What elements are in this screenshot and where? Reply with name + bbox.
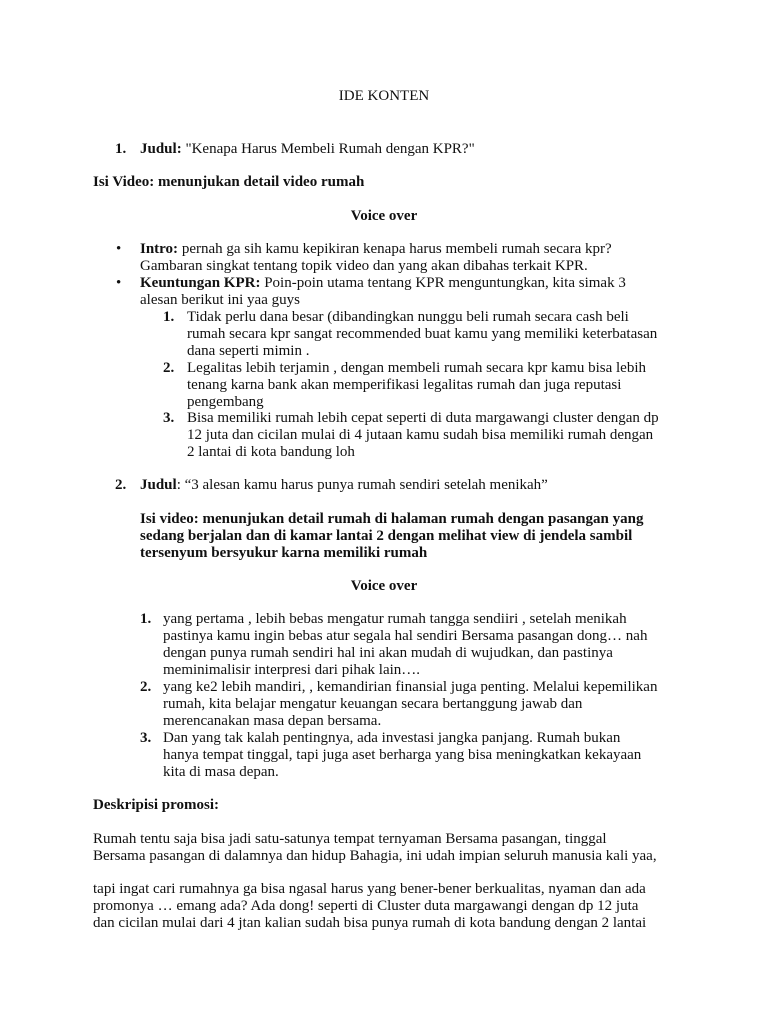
vo-item-3-line: Dan yang tak kalah pentingnya, ada investasi jangka panjang. Rumah bukan bbox=[163, 730, 621, 746]
vo-item-1-line: pastinya kamu ingin bebas atur segala hal sendiri Bersama pasangan dong… nah bbox=[163, 628, 648, 644]
promo-heading: Deskripisi promosi: bbox=[93, 797, 219, 813]
section1-isi-video: Isi Video: menunjukan detail video rumah bbox=[93, 174, 365, 190]
vo-item-1-line: yang pertama , lebih bebas mengatur rumah tangga sendiiri , setelah menikah bbox=[163, 611, 627, 627]
section2-judul-text: : “3 alesan kamu harus punya rumah sendiri setelah menikah” bbox=[176, 477, 548, 493]
subitem-3-line: 2 lantai di kota bandung loh bbox=[187, 444, 355, 460]
vo-item-3-line: kita di masa depan. bbox=[163, 764, 279, 780]
vo-item-2-number: 2. bbox=[140, 679, 152, 695]
vo-item-3-number: 3. bbox=[140, 730, 152, 746]
promo-para2-line: promonya … emang ada? Ada dong! seperti di Cluster duta margawangi dengan dp 12 juta bbox=[93, 898, 639, 914]
subitem-3-line: Bisa memiliki rumah lebih cepat seperti di duta margawangi cluster dengan dp bbox=[187, 410, 659, 426]
section1-number: 1. bbox=[115, 141, 127, 157]
vo-item-1-number: 1. bbox=[140, 611, 152, 627]
bullet-icon: • bbox=[116, 241, 122, 257]
document-title: IDE KONTEN bbox=[338, 88, 430, 104]
vo-item-2-line: rumah, kita belajar mengatur keuangan secara bertanggung jawab dan bbox=[163, 696, 583, 712]
keuntungan-line-1: Keuntungan KPR: Poin-poin utama tentang KPR menguntungkan, kita simak 3 bbox=[140, 275, 626, 291]
section2-isi-video-line: sedang berjalan dan di kamar lantai 2 dengan melihat view di jendela sambil bbox=[140, 528, 633, 544]
vo-item-3-line: hanya tempat tinggal, tapi juga aset berharga yang bisa meningkatkan kekayaan bbox=[163, 747, 642, 763]
intro-line-2: Gambaran singkat tentang topik video dan yang akan dibahas terkait KPR. bbox=[140, 258, 588, 274]
bullet-icon: • bbox=[116, 275, 122, 291]
vo-item-1-line: dengan punya rumah sendiri hal ini akan mudah di wujudkan, dan pastinya bbox=[163, 645, 613, 661]
section2-judul bbox=[140, 477, 548, 494]
subitem-1-line: Tidak perlu dana besar (dibandingkan nunggu beli rumah secara cash beli bbox=[187, 309, 629, 325]
promo-para2-line: tapi ingat cari rumahnya ga bisa ngasal harus yang bener-bener berkualitas, nyaman dan ada bbox=[93, 881, 646, 897]
section2-judul-label: Judul bbox=[140, 477, 177, 493]
subitem-2-line: Legalitas lebih terjamin , dengan membeli rumah secara kpr kamu bisa lebih bbox=[187, 360, 647, 376]
vo-item-1-line: meminimalisir interpresi dari pihak lain…. bbox=[163, 662, 421, 678]
vo-item-2-line: yang ke2 lebih mandiri, , kemandirian finansial juga penting. Melalui kepemilikan bbox=[163, 679, 658, 695]
promo-para1-line: Rumah tentu saja bisa jadi satu-satunya tempat ternyaman Bersama pasangan, tinggal bbox=[93, 831, 607, 847]
promo-para2-line: dan cicilan mulai dari 4 jtan kalian sudah bisa punya rumah di kota bandung dengan 2 lantai bbox=[93, 915, 647, 931]
section1-voice-over: Voice over bbox=[350, 208, 418, 224]
section2-isi-video-line: Isi video: menunjukan detail rumah di halaman rumah dengan pasangan yang bbox=[140, 511, 644, 527]
keuntungan-label: Keuntungan KPR: bbox=[140, 275, 261, 291]
section2-number: 2. bbox=[115, 477, 127, 493]
keuntungan-line-2: alesan berikut ini yaa guys bbox=[140, 292, 300, 308]
promo-para1-line: Bersama pasangan di dalamnya dan hidup Bahagia, ini udah impian seluruh manusia kali yaa, bbox=[93, 848, 657, 864]
subitem-3-line: 12 juta dan cicilan mulai di 4 jutaan kamu sudah bisa memiliki rumah dengan bbox=[187, 427, 654, 443]
vo-item-2-line: merencanakan masa depan bersama. bbox=[163, 713, 382, 729]
subitem-1-line: rumah secara kpr sangat recommended buat kamu yang memiliki keterbatasan bbox=[187, 326, 658, 342]
section2-isi-video-line: tersenyum bersyukur karna memiliki rumah bbox=[140, 545, 428, 561]
section1-judul-text: "Kenapa Harus Membeli Rumah dengan KPR?" bbox=[181, 141, 475, 157]
subitem-3-number: 3. bbox=[163, 410, 175, 426]
subitem-2-number: 2. bbox=[163, 360, 175, 376]
subitem-2-line: tenang karna bank akan memperifikasi legalitas rumah dan juga reputasi bbox=[187, 377, 622, 393]
intro-line-1: Intro: pernah ga sih kamu kepikiran kenapa harus membeli rumah secara kpr? bbox=[140, 241, 612, 257]
section1-judul-label: Judul: bbox=[140, 141, 182, 157]
intro-label: Intro: bbox=[140, 241, 179, 257]
subitem-2-line: pengembang bbox=[187, 394, 264, 410]
section1-judul bbox=[140, 141, 475, 158]
section2-voice-over: Voice over bbox=[350, 578, 418, 594]
subitem-1-number: 1. bbox=[163, 309, 175, 325]
subitem-1-line: dana seperti mimin . bbox=[187, 343, 310, 359]
